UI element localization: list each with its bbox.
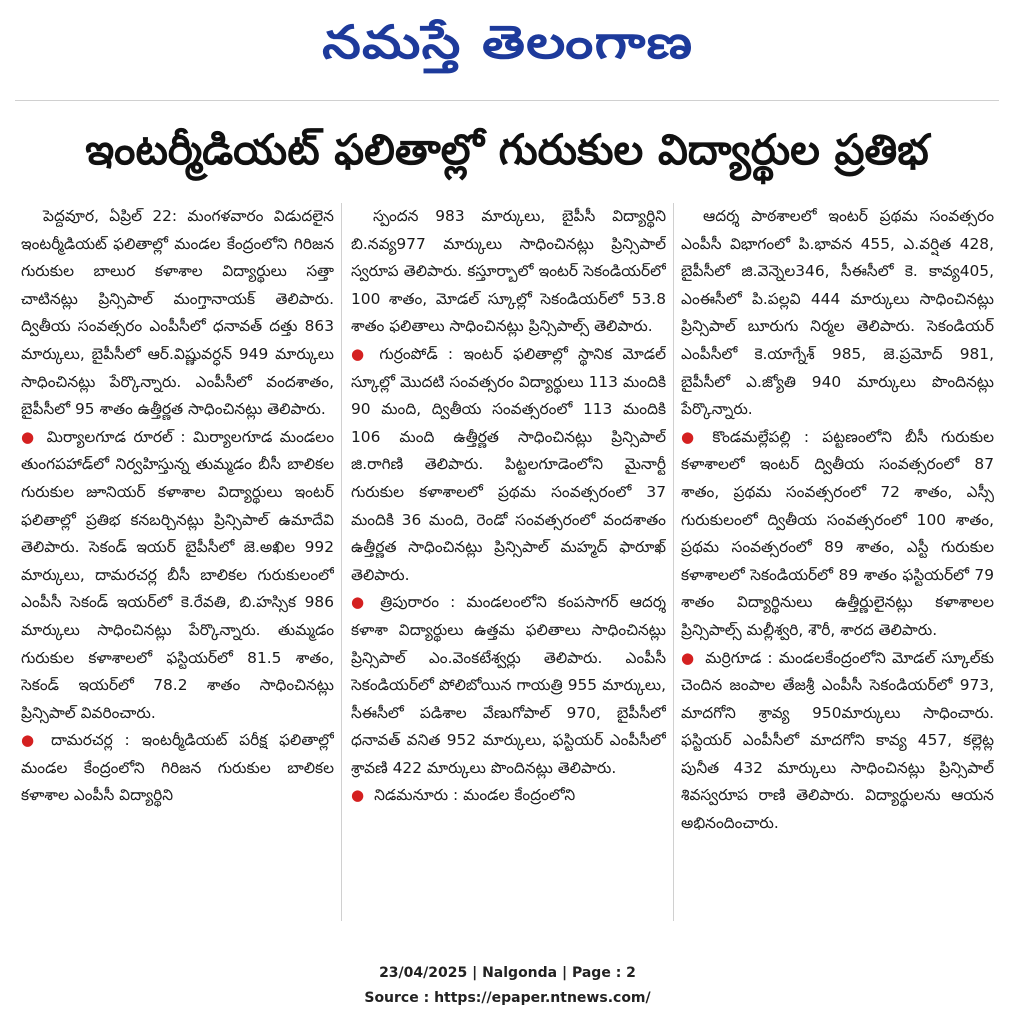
paragraph: స్పందన 983 మార్కులు, బైపీసీ విద్యార్థిని బి.నవ్య977 మార్కులు సాధించినట్లు ప్రిన్సిపాల్ స్వరూప తెలిపారు. కస్తూర్బాలో ఇంటర్ సెకండియర్‌లో 100 శాతం, మోడల్ స్కూల్లో సెకండియర్‌లో 53.8 శాతం ఫలితాలు సాధించినట్లు ప్రిన్సిపాల్స్ తెలిపారు. bbox=[351, 207, 666, 336]
bullet-icon: ● bbox=[21, 731, 41, 750]
article-column-2 bbox=[351, 203, 666, 931]
newspaper-logo: నమస్తే తెలంగాణ bbox=[321, 15, 694, 69]
bullet-icon: ● bbox=[351, 593, 371, 612]
footer-source: Source : https://epaper.ntnews.com/ bbox=[364, 990, 651, 1006]
bullet-icon: ● bbox=[681, 648, 696, 667]
paragraph: ఆదర్శ పాఠశాలలో ఇంటర్ ప్రథమ సంవత్సరం ఎంపీసీ విభాగంలో పి.భావన 455, ఎ.వర్షిత 428, బైపీసీలో జి.వెన్నెల346, సీఈసీలో కె. కావ్య405, ఎంఈసీలో పి.పల్లవి 444 మార్కులు సాధించినట్లు ప్రిన్సిపాల్ బూరుగు నిర్మల తెలిపారు. సెకండియర్ ఎంపీసీలో కె.యాగ్నేశ్ 985, జె.ప్రమోద్ 981, బైపీసీలో ఎ.జ్యోతి 940 మార్కులు పొందినట్లు పేర్కొన్నారు. bbox=[681, 207, 994, 419]
paragraph: పెద్దవూర, ఏప్రిల్ 22: మంగళవారం విడుదలైన ఇంటర్మీడియట్ ఫలితాల్లో మండల కేంద్రంలోని గిరిజన గురుకుల బాలుర కళాశాల విద్యార్థులు సత్తా చాటినట్లు ప్రిన్సిపాల్ మంగ్తానాయక్ తెలిపారు. ద్వితీయ సంవత్సరం ఎంపీసీలో ధనావత్ దత్తు 863 మార్కులు, బైపీసీలో ఆర్.విష్ణువర్ధన్ 949 మార్కులు సాధించినట్లు పేర్కొన్నారు. ఎంపీసీలో వందశాతం, బైపీసీలో 95 శాతం ఉత్తీర్ణత సాధించినట్లు తెలిపారు. bbox=[21, 207, 334, 419]
article-headline: ఇంటర్మీడియట్ ఫలితాల్లో గురుకుల విద్యార్థుల ప్రతిభ bbox=[85, 125, 929, 174]
bullet-icon: ● bbox=[351, 786, 365, 805]
column-divider bbox=[341, 203, 342, 921]
news-item: ● మిర్యాలగూడ రూరల్ : మిర్యాలగూడ మండలం తుంగపహాడ్‌లో నిర్వహిస్తున్న తుమ్మడం బీసీ బాలికల గురుకుల జూనియర్ కళాశాల విద్యార్థులు ఇంటర్ ఫలితాల్లో ప్రతిభ కనబర్చినట్లు ప్రిన్సిపాల్ ఉమాదేవి తెలిపారు. సెకండ్ ఇయర్ బైపీసీలో జె.అఖిల 992 మార్కులు, దామరచర్ల బీసీ బాలికల గురుకులంలో ఎంపీసీ సెకండ్ ఇయర్‌లో కె.రేవతి, బి.హస్సిక 986 మార్కులు సాధించినట్లు పేర్కొన్నారు. తుమ్మడం గురుకుల కళాశాలలో ఫస్టియర్‌లో 81.5 శాతం, సెకండ్ ఇయర్‌లో 78.2 శాతం సాధించినట్లు ప్రిన్సిపాల్ వివరించారు. bbox=[21, 427, 334, 722]
article-column-1 bbox=[21, 203, 334, 931]
news-item: ● నిడమనూరు : మండల కేంద్రంలోని bbox=[351, 786, 576, 805]
article-column-3 bbox=[681, 203, 994, 931]
bullet-icon: ● bbox=[21, 427, 37, 446]
news-clipping bbox=[15, 100, 999, 943]
footer-date-edition: 23/04/2025 | Nalgonda | Page : 2 bbox=[379, 965, 636, 981]
news-item: ● త్రిపురారం : మండలంలోని కంపసాగర్ ఆదర్శ కళాశా విద్యార్థులు ఉత్తమ ఫలితాలు సాధించినట్లు ప్రిన్సిపాల్ ఎం.వెంకటేశ్వర్లు తెలిపారు. ఎంపీసీ సెకండియర్‌లో పోలిబోయిన గాయత్రి 955 మార్కులు, సీఈసీలో పడిశాల వేణుగోపాల్ 970, బైపీసీలో ధనావత్ వనిత 952 మార్కులు, ఫస్టియర్ ఎంపీసీలో శ్రావణి 422 మార్కులు పొందినట్లు తెలిపారు. bbox=[351, 593, 666, 777]
masthead bbox=[0, 0, 1015, 96]
news-item: ● కొండమల్లేపల్లి : పట్టణంలోని బీసీ గురుకుల కళాశాలలో ఇంటర్ ద్వితీయ సంవత్సరంలో 87 శాతం, ప్రథమ సంవత్సరంలో 72 శాతం, ఎస్సీ గురుకులంలో ద్వితీయ సంవత్సరంలో 100 శాతం, ప్రథమ సంవత్సరంలో 89 శాతం, ఎస్టీ గురుకుల కళాశాలలో సెకండియర్‌లో 89 శాతం ఫస్టియర్‌లో 79 శాతం విద్యార్థినులు ఉత్తీర్ణులైనట్లు కళాశాలల ప్రిన్సిపాల్స్ మల్లీశ్వరి, శౌరీ, శారద తెలిపారు. bbox=[681, 427, 994, 639]
bullet-icon: ● bbox=[351, 344, 370, 363]
column-divider bbox=[673, 203, 674, 921]
bullet-icon: ● bbox=[681, 427, 703, 446]
news-item: ● దామరచర్ల : ఇంటర్మీడియట్ పరీక్ష ఫలితాల్లో మండల కేంద్రంలోని గిరిజన గురుకుల బాలికల కళాశాల ఎంపీసీ విద్యార్థిని bbox=[21, 731, 334, 805]
news-item: ● గుర్రంపోడ్ : ఇంటర్ ఫలితాల్లో స్థానిక మోడల్ స్కూల్లో మొదటి సంవత్సరం విద్యార్థులు 113 మందికి 90 మంది, ద్వితీయ సంవత్సరంలో 113 మందికి 106 మంది ఉత్తీర్ణత సాధించినట్లు ప్రిన్సిపాల్ జి.రాగిణి తెలిపారు. పిట్టలగూడెంలోని మైనార్టీ గురుకుల కళాశాలలో ప్రథమ సంవత్సరంలో 37 మందికి 36 మంది, రెండో సంవత్సరంలో వందశాతం ఉత్తీర్ణత సాధించినట్లు ప్రిన్సిపాల్ మహ్మద్ ఫారూఖ్ తెలిపారు. bbox=[351, 344, 666, 584]
news-item: ● మర్రిగూడ : మండలకేంద్రంలోని మోడల్ స్కూల్‌కు చెందిన జంపాల తేజశ్రీ ఎంపీసీ సెకండియర్‌లో 973, మాదగోని శ్రావ్య 950మార్కులు సాధించారు. ఫస్టియర్ ఎంపీసీలో మాదగోని కావ్య 457, కల్లెట్ల పునీత 432 మార్కులు సాధించినట్లు ప్రిన్సిపాల్ శివస్వరూప రాణి తెలిపారు. విద్యార్థులను ఆయన అభినందించారు. bbox=[681, 648, 994, 833]
